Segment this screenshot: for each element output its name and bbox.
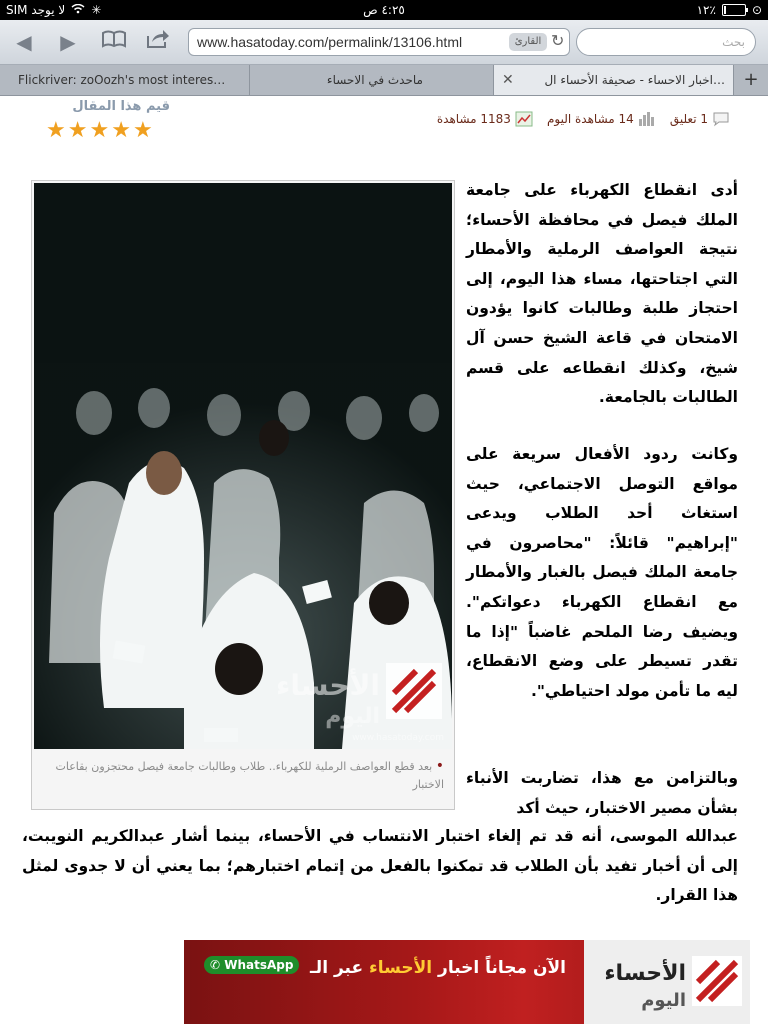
carrier-label: SIM لا يوجد: [6, 3, 66, 17]
comments-stat[interactable]: [670, 111, 730, 127]
star-icon[interactable]: ★: [111, 118, 131, 143]
article-photo-box: [31, 180, 455, 810]
address-bar[interactable]: [188, 28, 570, 56]
stats-graph-icon: [515, 111, 533, 127]
reader-button[interactable]: القارئ: [509, 33, 547, 51]
article-photo[interactable]: [34, 183, 452, 749]
ad-brand-area: [584, 940, 750, 1024]
tab-mahadath[interactable]: [250, 65, 494, 95]
url-text[interactable]: www.hasatoday.com/permalink/13106.html: [197, 34, 463, 50]
battery-label: ١٢٪: [696, 3, 716, 17]
star-icon[interactable]: ★: [132, 118, 153, 143]
article-paragraph-3-start: وبالتزامن مع هذا، تضاربت الأنباء بشأن مصير الاختبار، حيث أكد: [466, 769, 738, 817]
forward-arrow-icon[interactable]: ▶: [60, 30, 76, 54]
new-tab-button[interactable]: +: [743, 69, 759, 90]
comments-count[interactable]: 1 تعليق: [669, 112, 708, 126]
lock-rotation-icon: ⊙: [751, 3, 762, 17]
exam-hall-photo: [34, 183, 452, 749]
activity-icon: ✳: [91, 3, 102, 17]
search-input[interactable]: بحث: [576, 28, 756, 56]
comment-bubble-icon: [712, 111, 730, 127]
rating-label: قيم هذا المقال: [72, 99, 170, 114]
ad-brand-sub: اليوم: [641, 990, 686, 1011]
reload-icon[interactable]: ↻: [551, 31, 565, 50]
article-paragraph-1: أدى انقطاع الكهرباء على جامعة الملك فيصل في محافظة الأحساء؛ نتيجة العواصف الرملية والأمطار التي اجتاحتها، مساء هذا اليوم، إلى احتجاز طلبة وطالبات كانوا يؤدون الامتحان في قاعة الشيخ حسن آل شيخ، وكذلك انقطاعه على قسم الطالبات بالجامعة.: [466, 181, 738, 407]
tab-label: Flickriver: zoOozh's most interes…: [18, 73, 226, 87]
back-arrow-icon[interactable]: ◀: [16, 30, 32, 54]
battery-icon: [722, 4, 746, 16]
bar-chart-icon: [638, 111, 656, 127]
close-tab-icon[interactable]: ✕: [502, 72, 514, 88]
ad-text-highlight: الأحساء: [369, 958, 433, 978]
total-views-count: 1183 مشاهدة: [436, 112, 511, 126]
watermark-url: www.hasatoday.com: [352, 733, 444, 743]
ad-text-prefix: الآن مجاناً اخبار: [438, 958, 566, 978]
article-paragraph-2: وكانت ردود الأفعال سريعة على مواقع التوصل الاجتماعي، حيث استغاث أحد الطلاب ويدعى "إبراهيم" قائلاً: "محاصرون في جامعة الملك فيصل بالغبار والأمطار مع انقطاع الكهرباء دعواتكم". ويضيف رضا الملحم غاضباً "إذا ما تقدر تسيطر على وضع الانقطاع، ليه ما تأمن مولد احتياطي".: [466, 445, 738, 700]
total-views-stat: [437, 111, 533, 127]
star-icon[interactable]: ★: [67, 118, 88, 143]
ad-text-suffix: عبر الـ: [310, 958, 364, 978]
rating-stars[interactable]: [46, 120, 153, 142]
today-views-stat: [547, 111, 656, 127]
photo-caption: [40, 757, 444, 794]
web-page: [0, 96, 768, 1024]
article-stats: [437, 111, 730, 127]
star-icon[interactable]: ★: [46, 118, 66, 143]
tab-label: ماحدث في الاحساء: [326, 73, 423, 87]
status-bar: [0, 0, 768, 20]
whatsapp-ad-banner[interactable]: [184, 940, 750, 1024]
ad-text: [310, 958, 566, 978]
photo-caption-text: بعد قطع العواصف الرملية للكهرباء.. طلاب وطالبات جامعة فيصل محتجزون بقاعات الاختبار: [55, 760, 444, 791]
tab-label: اخبار الاحساء - صحيفة الأحساء ال…: [544, 73, 725, 87]
share-action-icon[interactable]: [144, 28, 172, 56]
tab-hasa-news[interactable]: [494, 65, 734, 95]
watermark-brand: الأحساء: [276, 669, 380, 702]
tab-flickriver[interactable]: [0, 65, 250, 95]
whatsapp-label: WhatsApp: [224, 958, 294, 972]
clock: ٤:٢٥ ص: [363, 3, 405, 17]
browser-toolbar: [0, 20, 768, 65]
today-views-count: 14 مشاهدة اليوم: [546, 112, 634, 126]
ad-brand: الأحساء: [604, 961, 686, 986]
tab-bar: [0, 65, 768, 96]
watermark-sub: اليوم: [325, 704, 380, 729]
hasa-logo-icon: [584, 940, 750, 1024]
star-icon[interactable]: ★: [89, 118, 110, 143]
bookmarks-book-icon[interactable]: [100, 28, 128, 56]
bullet-icon: •: [435, 758, 444, 774]
whatsapp-phone-icon: ✆: [210, 958, 221, 972]
article-paragraph-3-rest: عبدالله الموسى، أنه قد تم إلغاء اختبار الانتساب في الأحساء، بينما أشار عبدالكريم النويبت، إلى أن أخبار تفيد بأن الطلاب قد تمكنوا بالفعل من إتمام اختبارهم؛ بما يعني أن لا جدوى لمثل هذا القرار.: [22, 827, 738, 905]
whatsapp-badge: [204, 956, 299, 974]
